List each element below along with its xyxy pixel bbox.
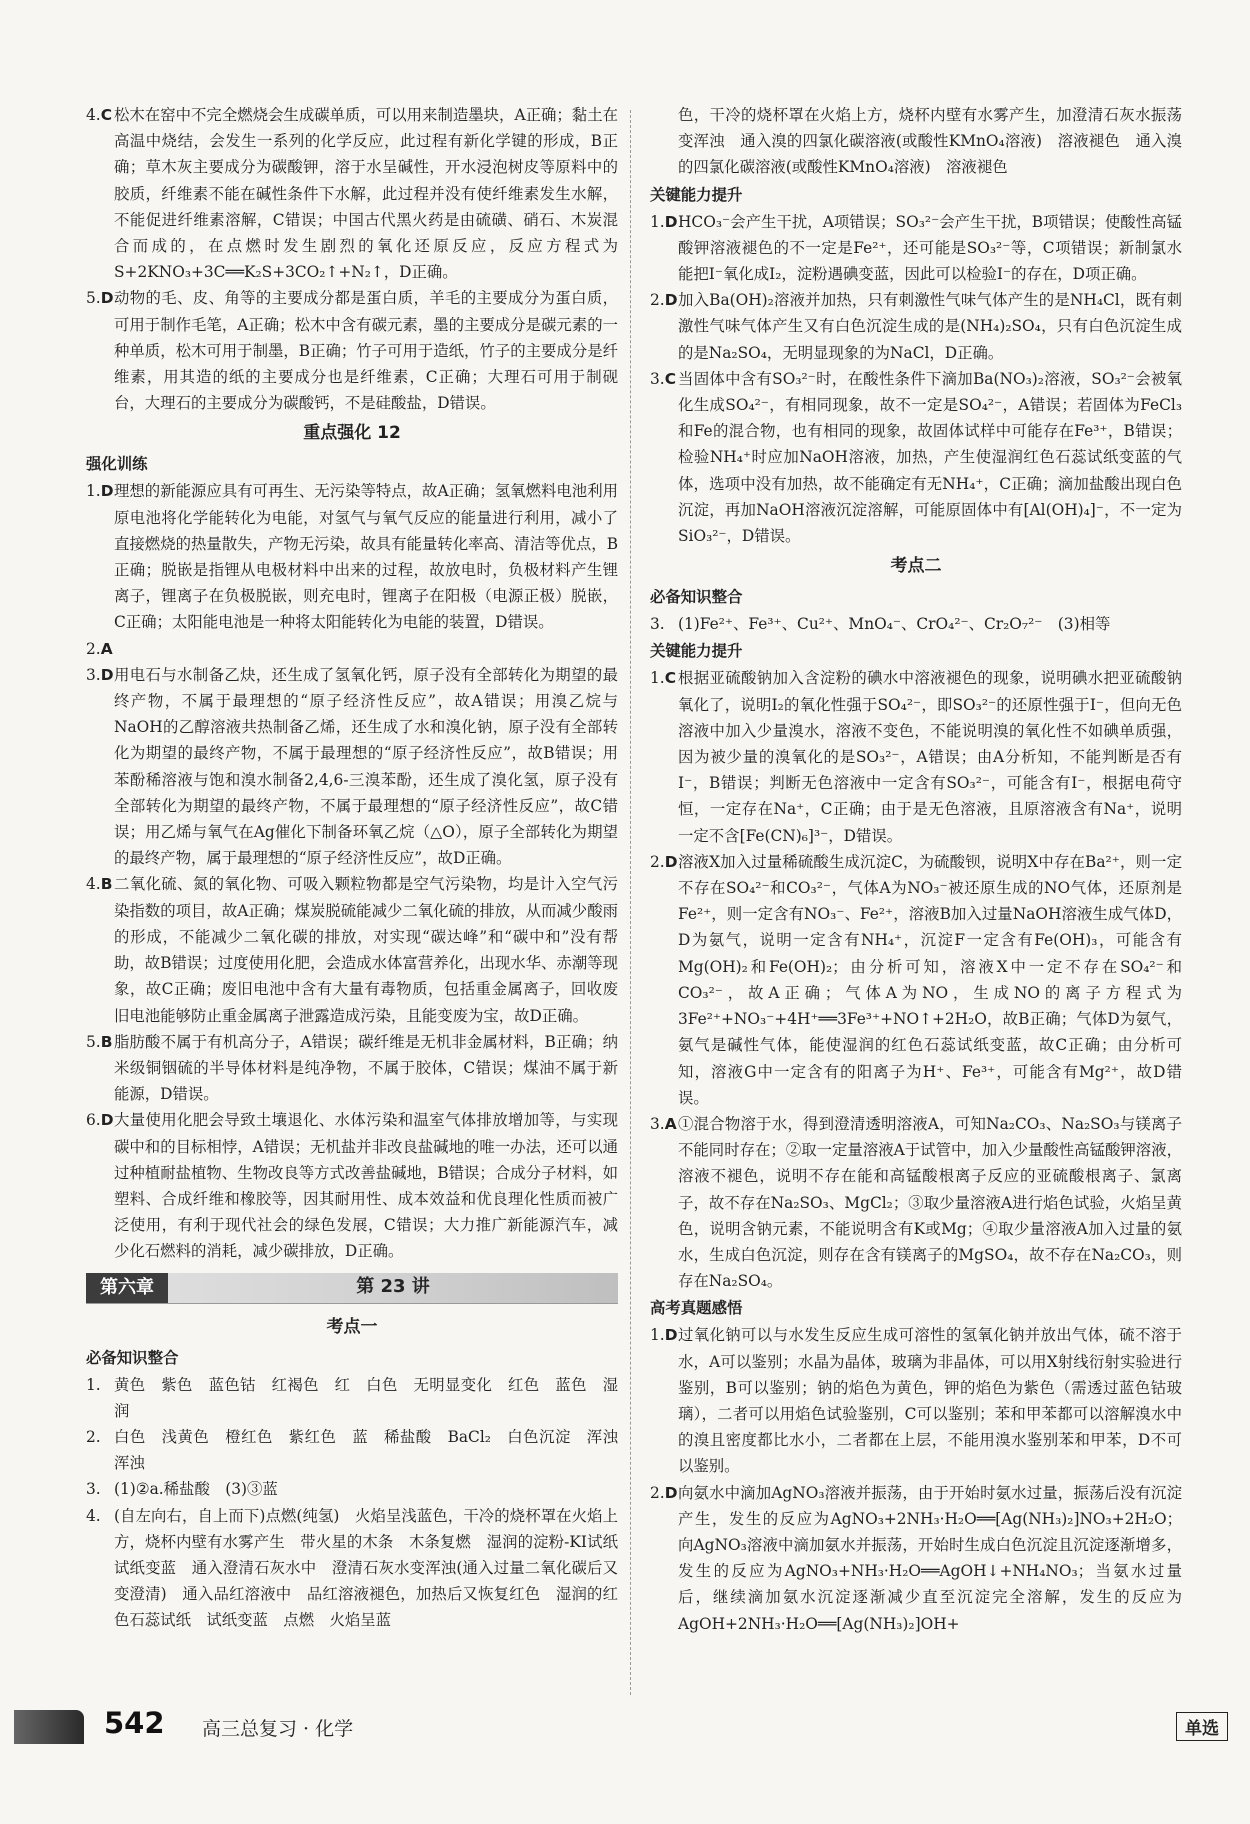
item-answer: C (664, 669, 676, 688)
item-explanation: 溶液X加入过量稀硫酸生成沉淀C，为硫酸钡，说明X中存在Ba²⁺，则一定不存在SO₄²⁻和CO₃²⁻，气体A为NO₃⁻被还原生成的NO气体，还原剂是Fe²⁺，则一定含有NO₃⁻、Fe²⁺，溶液B加入过量NaOH溶液生成气体D，D为氨气，说明一定含有NH₄⁺，沉淀F一定含有Fe(OH)₃，可能含有Mg(OH)₂和Fe(OH)₂；由分析可知，溶液X中一定不存在SO₄²⁻和CO₃²⁻，故A正确；气体A为NO，生成NO的离子方程式为3Fe²⁺+NO₃⁻+4H⁺══3Fe³⁺+NO↑+2H₂O，故B正确；气体D为氨气，氨气是碱性气体，能使湿润的红色石蕊试纸变蓝，故C正确；由分析可知，溶液G中一定含有的阳离子为H⁺、Fe³⁺，可能含有Mg²⁺，故D错误。 (678, 852, 1182, 1107)
item-explanation: 二氧化硫、氮的氧化物、可吸入颗粒物都是空气污染物，均是计入空气污染指数的项目，故A正确；煤炭脱硫能减少二氧化硫的排放，从而减少酸雨的形成，不能减少二氧化碳的排放，对实现“碳达峰”和“碳中和”没有帮助，故B错误；过度使用化肥，会造成水体富营养化，出现水华、赤潮等现象，故C正确；废旧电池中含有大量有毒物质，包括重金属离子，回收废旧电池能够防止重金属离子泄露造成污染，且能变废为宝，故D正确。 (114, 875, 618, 1025)
item-answer: D (100, 482, 114, 501)
item-number: 1. (86, 1375, 101, 1394)
page-footer (14, 1702, 1236, 1754)
answer-item (86, 102, 618, 285)
item-answer: B (100, 875, 113, 894)
edition-badge: 单选 (1176, 1712, 1228, 1741)
chapter-bar (86, 1273, 618, 1304)
kaodian-title: 考点二 (890, 556, 942, 577)
subhead-gaokao: 高考真题感悟 (650, 1299, 743, 1318)
answer-item (650, 1322, 1182, 1479)
item-explanation: 理想的新能源应具有可再生、无污染等特点，故A正确；氢氧燃料电池利用原电池将化学能转化为电能，对氢气与氧气反应的能量进行利用，减小了直接燃烧的热量散失，产物无污染，故具有能量转化率高、清洁等优点，B正确；脱嵌是指锂从电极材料中出来的过程，故放电时，负极材料产生锂离子，锂离子在负极脱嵌，则充电时，锂离子在阳极（电源正极）脱嵌，C正确；太阳能电池是一种将太阳能转化为电能的装置，D错误。 (114, 482, 618, 632)
chapter-label: 第六章 (86, 1273, 168, 1303)
item-number: 1. (650, 1326, 665, 1345)
item-explanation: (1)Fe²⁺、Fe³⁺、Cu²⁺、MnO₄⁻、CrO₄²⁻、Cr₂O₇²⁻ (3)相等 (678, 615, 1111, 634)
answer-item (650, 849, 1182, 1111)
item-number: 1. (650, 669, 665, 688)
answer-item (86, 662, 618, 872)
item-explanation: (1)②a.稀盐酸 (3)③蓝 (114, 1480, 278, 1499)
item-answer: C (664, 369, 676, 388)
answer-item (86, 1476, 618, 1502)
answer-item (86, 1107, 618, 1264)
item-explanation: 松木在窑中不完全燃烧会生成碳单质，可以用来制造墨块，A正确；黏土在高温中烧结，会发生一系列的化学反应，此过程有新化学键的形成，B正确；草木灰主要成分为碳酸钾，溶于水呈碱性，开水浸泡树皮等原料中的胶质，纤维素不能在碱性条件下水解，此过程并没有使纤维素发生水解，不能促进纤维素溶解，C错误；中国古代黑火药是由硫磺、硝石、木炭混合而成的，在点燃时发生剧烈的氧化还原反应，反应方程式为S+2KNO₃+3C══K₂S+3CO₂↑+N₂↑，D正确。 (114, 106, 618, 282)
item-answer: D (664, 1483, 678, 1502)
item-answer: D (664, 852, 678, 871)
answer-item (86, 1424, 634, 1476)
item-number: 2. (650, 1483, 665, 1502)
item-explanation: 用电石与水制备乙炔，还生成了氢氧化钙，原子没有全部转化为期望的最终产物，不属于最理想的“原子经济性反应”，故A错误；用溴乙烷与NaOH的乙醇溶液共热制备乙烯，还生成了水和溴化钠，原子没有全部转化为期望的最终产物，不属于最理想的“原子经济性反应”，故B错误；用苯酚稀溶液与饱和溴水制备2,4,6-三溴苯酚，还生成了溴化氢，原子没有全部转化为期望的最终产物，不属于最理想的“原子经济性反应”，故C错误；用乙烯与氧气在Ag催化下制备环氧乙烷（△O），原子全部转化为期望的最终产物，属于最理想的“原子经济性反应”，故D正确。 (114, 665, 618, 868)
item-number: 6. (86, 1111, 101, 1130)
item-number: 1. (650, 212, 665, 231)
answer-item (650, 209, 1182, 288)
item-number: 3. (86, 665, 101, 684)
item-number: 4. (86, 1506, 101, 1525)
item-explanation: 根据亚硫酸钠加入含淀粉的碘水中溶液褪色的现象，说明碘水把亚硫酸钠氧化了，说明I₂的氧化性强于SO₄²⁻，即SO₃²⁻的还原性强于I⁻，但向无色溶液中加入少量溴水，溶液不变色，不能说明溴的氧化性不如碘单质强，因为被少量的溴氧化的是SO₃²⁻，A错误；由A分析知，不能判断是否有I⁻，B错误；判断无色溶液中一定含有SO₃²⁻，可能含有I⁻，根据电荷守恒，一定存在Na⁺，C正确；由于是无色溶液，且原溶液含有Na⁺，说明一定不含[Fe(CN)₆]³⁻，D错误。 (678, 669, 1182, 845)
left-column (86, 102, 634, 1634)
item-number: 2. (86, 639, 101, 658)
item-number: 5. (86, 289, 101, 308)
item-number: 4. (86, 106, 101, 124)
item-explanation: 向氨水中滴加AgNO₃溶液并振荡，由于开始时氨水过量，振荡后没有沉淀产生，发生的反应为AgNO₃+2NH₃·H₂O══[Ag(NH₃)₂]NO₃+2H₂O；向AgNO₃溶液中滴加氨水并振荡，开始时生成白色沉淀且沉淀逐渐增多，发生的反应为AgNO₃+NH₃·H₂O══AgOH↓+NH₄NO₃；当氨水过量后，继续滴加氨水沉淀逐渐减少直至沉淀完全溶解，发生的反应为AgOH+2NH₃·H₂O══[Ag(NH₃)₂]OH+ (678, 1483, 1182, 1633)
item-number: 4. (86, 875, 101, 894)
lecture-label: 第 23 讲 (356, 1276, 430, 1298)
item-answer: D (664, 1326, 678, 1345)
item-explanation: 脂肪酸不属于有机高分子，A错误；碳纤维是无机非金属材料，B正确；纳米级铜铟硫的半导体材料是纯净物，不属于胶体，C错误；煤油不属于新能源，D错误。 (114, 1032, 618, 1104)
page-number: 542 (104, 1706, 165, 1740)
section-title: 重点强化 12 (303, 423, 401, 444)
item-number: 3. (650, 369, 665, 388)
answer-item (650, 366, 1182, 549)
item-answer: D (100, 1111, 114, 1130)
subhead-ability: 关键能力提升 (650, 185, 743, 204)
item-number: 1. (86, 482, 101, 501)
item-explanation: 加入Ba(OH)₂溶液并加热，只有刺激性气味气体产生的是NH₄Cl，既有刺激性气味气体产生又有白色沉淀生成的是(NH₄)₂SO₄，只有白色沉淀生成的是Na₂SO₄，无明显现象的为NaCl，D正确。 (678, 291, 1182, 362)
item-number: 2. (650, 852, 665, 871)
item-answer: A (664, 1114, 677, 1133)
item-explanation: ①混合物溶于水，得到澄清透明溶液A，可知Na₂CO₃、Na₂SO₃与镁离子不能同时存在；②取一定量溶液A于试管中，加入少量酸性高锰酸钾溶液，溶液不褪色，说明不存在能和高锰酸根离子反应的亚硫酸根离子、氯离子，故不存在Na₂SO₃、MgCl₂；③取少量溶液A进行焰色试验，火焰呈黄色，说明含钠元素，不能说明含有K或Mg；④取少量溶液A加入过量的氨水，生成白色沉淀，则存在含有镁离子的MgSO₄，故不存在Na₂CO₃，则存在Na₂SO₄。 (678, 1114, 1182, 1291)
item-answer: D (100, 665, 114, 684)
item-explanation: 过氧化钠可以与水发生反应生成可溶性的氢氧化钠并放出气体，硫不溶于水，A可以鉴别；水晶为晶体，玻璃为非晶体，可以用X射线衍射实验进行鉴别，B可以鉴别；钠的焰色为黄色，钾的焰色为紫色（需透过蓝色钴玻璃），二者可以用焰色试验鉴别，C可以鉴别；苯和甲苯都可以溶解溴水中的溴且密度都比水小，二者都在上层，不能用溴水鉴别苯和甲苯，D不可以鉴别。 (678, 1326, 1182, 1476)
item-answer: D (664, 291, 678, 310)
right-column (650, 102, 1182, 1637)
item-explanation: 当固体中含有SO₃²⁻时，在酸性条件下滴加Ba(NO₃)₂溶液，SO₃²⁻会被氧化生成SO₄²⁻，有相同现象，故不一定是SO₄²⁻，A错误；若固体为FeCl₃和Fe的混合物，也有相同的现象，故固体试样中可能存在Fe³⁺，B错误；检验NH₄⁺时应加NaOH溶液，加热，产生使湿润红色石蕊试纸变蓝的气体，选项中没有加热，故不能确定有无NH₄⁺，C正确；滴加盐酸出现白色沉淀，再加NaOH溶液沉淀溶解，可能原固体中有[Al(OH)₄]⁻，不一定为SiO₃²⁻，D错误。 (678, 369, 1182, 546)
item-number: 3. (650, 615, 665, 634)
subhead-knowledge: 必备知识整合 (650, 588, 743, 607)
item-number: 3. (86, 1480, 101, 1499)
subhead-knowledge: 必备知识整合 (86, 1348, 179, 1367)
item-explanation: 白色 浅黄色 橙红色 紫红色 蓝 稀盐酸 BaCl₂ 白色沉淀 浑浊 浑浊 (114, 1427, 634, 1473)
item-explanation: 动物的毛、皮、角等的主要成分都是蛋白质，羊毛的主要成分为蛋白质，可用于制作毛笔，A正确；松木中含有碳元素，墨的主要成分是碳元素的一种单质，松木可用于制墨，B正确；竹子可用于造纸，竹子的主要成分是纤维素，用其造的纸的主要成分也是纤维素，C正确；大理石可用于制砚台，大理石的主要成分为碳酸钙，不是硅酸盐，D错误。 (114, 289, 618, 413)
item-number: 2. (650, 291, 665, 310)
answer-item (650, 287, 1182, 366)
item-number: 5. (86, 1032, 101, 1051)
item-answer: D (100, 289, 114, 308)
item-answer: C (100, 106, 112, 124)
subhead-ability: 关键能力提升 (650, 642, 743, 661)
item-number: 2. (86, 1427, 101, 1446)
answer-item (650, 611, 1182, 637)
column-divider (630, 110, 631, 1695)
item-explanation: 黄色 紫色 蓝色钴 红褐色 红 白色 无明显变化 红色 蓝色 湿润 (114, 1375, 618, 1420)
answer-item (650, 1480, 1182, 1637)
answer-item (86, 285, 618, 416)
book-title: 高三总复习 · 化学 (202, 1718, 354, 1740)
item-answer: D (664, 212, 678, 231)
answer-item (650, 665, 1182, 848)
item-explanation (108, 636, 618, 662)
answer-item (86, 871, 618, 1028)
page-tab-decoration (14, 1710, 84, 1744)
item-answer: A (100, 639, 113, 658)
answer-item (86, 636, 618, 662)
kaodian-title: 考点一 (326, 1316, 378, 1337)
answer-item (650, 1111, 1182, 1294)
item-answer: B (100, 1032, 113, 1051)
answer-item (86, 478, 618, 635)
continued-text: 色，干冷的烧杯罩在火焰上方，烧杯内壁有水雾产生，加澄清石灰水振荡变浑浊 通入溴的四氯化碳溶液(或酸性KMnO₄溶液) 溶液褪色 通入溴的四氯化碳溶液(或酸性KMnO₄溶液) 溶液褪色 (678, 106, 1182, 177)
item-explanation: HCO₃⁻会产生干扰，A项错误；SO₃²⁻会产生干扰，B项错误；使酸性高锰酸钾溶液褪色的不一定是Fe²⁺，还可能是SO₃²⁻等，C项错误；新制氯水能把I⁻氧化成I₂，淀粉遇碘变蓝，因此可以检验I⁻的存在，D项正确。 (678, 212, 1182, 284)
answer-item (86, 1029, 618, 1108)
item-explanation: 大量使用化肥会导致土壤退化、水体污染和温室气体排放增加等，与实现碳中和的目标相悖，A错误；无机盐并非改良盐碱地的唯一办法，还可以通过种植耐盐植物、生物改良等方式改善盐碱地，B错误；合成分子材料，如塑料、合成纤维和橡胶等，因其耐用性、成本效益和优良理化性质而被广泛使用，有利于现代社会的绿色发展，C错误；大力推广新能源汽车，减少化石燃料的消耗，减少碳排放，D正确。 (114, 1111, 618, 1261)
item-number: 3. (650, 1114, 665, 1133)
item-explanation: (自左向右，自上而下)点燃(纯氢) 火焰呈浅蓝色，干冷的烧杯罩在火焰上方，烧杯内壁有水雾产生 带火星的木条 木条复燃 湿润的淀粉-KI试纸 试纸变蓝 通入澄清石灰水中 澄清石灰水变浑浊(通入过量二氧化碳后又变澄清) 通入品红溶液中 品红溶液褪色，加热后又恢复红色 湿润的红色石蕊试纸 试纸变蓝 点燃 火焰呈蓝 (114, 1506, 634, 1630)
subhead-training: 强化训练 (86, 455, 148, 474)
answer-item (86, 1503, 634, 1634)
answer-item (86, 1372, 618, 1424)
